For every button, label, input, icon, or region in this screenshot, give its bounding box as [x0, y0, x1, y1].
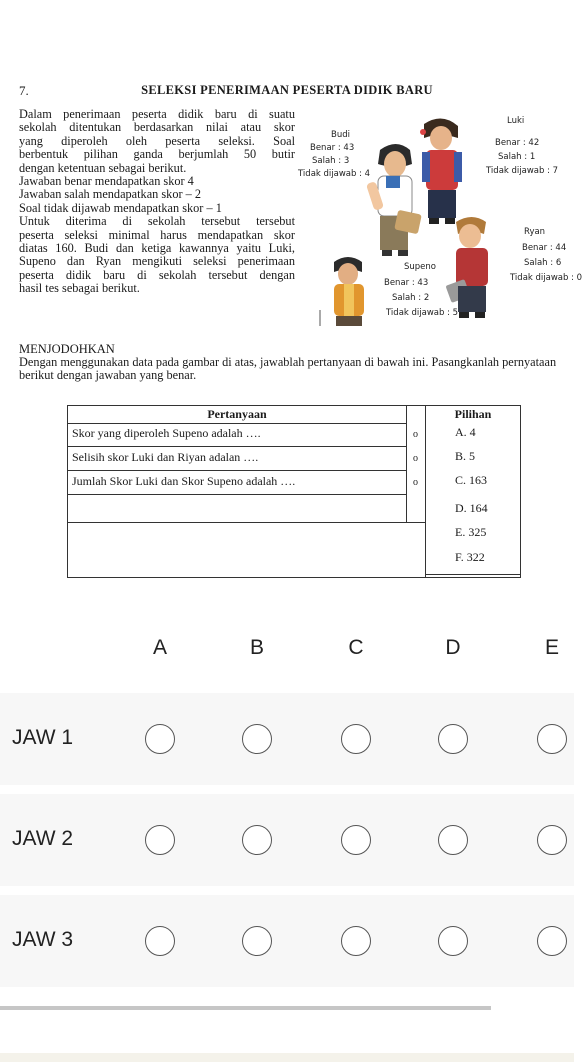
radio-jaw3-a[interactable] — [145, 926, 175, 956]
paragraph-line: Jawaban salah mendapatkan skor – 2 — [19, 187, 202, 202]
table-divider — [68, 494, 406, 495]
radio-jaw1-d[interactable] — [438, 724, 468, 754]
answer-row-2 — [0, 794, 574, 886]
question-title: SELEKSI PENERIMAAN PESERTA DIDIK BARU — [141, 83, 433, 97]
column-a: A — [152, 636, 167, 659]
paragraph-line: Supeno dan Ryan mengikuti seleksi penerimaan — [19, 254, 295, 269]
radio-jaw2-b[interactable] — [242, 825, 272, 855]
paragraph-line: peserta didik baru di sekolah tersebut dengan — [19, 267, 295, 282]
ryan-tidak: Tidak dijawab : 0 — [510, 273, 582, 283]
paragraph-line: Dalam penerimaan peserta didik baru di suatu — [19, 107, 295, 121]
budi-name: Budi — [331, 130, 350, 140]
budi-benar: Benar : 43 — [310, 143, 355, 153]
supeno-figure — [320, 257, 364, 326]
ryan-figure — [446, 217, 488, 318]
luki-benar: Benar : 42 — [495, 138, 540, 148]
radio-jaw3-c[interactable] — [341, 926, 371, 956]
column-b: B — [249, 636, 264, 659]
budi-salah: Salah : 3 — [312, 156, 350, 166]
radio-jaw2-a[interactable] — [145, 825, 175, 855]
ryan-name: Ryan — [524, 227, 546, 237]
table-divider — [68, 470, 406, 471]
option-c: C. 163 — [455, 473, 488, 487]
table-divider — [425, 406, 426, 578]
option-b: B. 5 — [455, 449, 476, 463]
table-divider — [425, 574, 521, 575]
column-e: E — [544, 636, 559, 659]
marker-3: o — [413, 477, 418, 488]
option-d: D. 164 — [455, 501, 488, 515]
column-d: D — [445, 636, 461, 659]
header-pertanyaan: Pertanyaan — [207, 407, 267, 421]
budi-tidak: Tidak dijawab : 4 — [298, 169, 371, 179]
question-2: Selisih skor Luki dan Riyan adalan …. — [72, 450, 259, 464]
question-number: 7. — [19, 83, 29, 98]
table-divider — [68, 446, 406, 447]
radio-jaw2-c[interactable] — [341, 825, 371, 855]
answer-row-1 — [0, 693, 574, 785]
question-paragraph — [19, 108, 295, 296]
option-e: E. 325 — [455, 525, 487, 539]
option-a: A. 4 — [455, 425, 476, 439]
radio-jaw2-d[interactable] — [438, 825, 468, 855]
paragraph-line: Soal tidak dijawab mendapatkan skor – 1 — [19, 200, 222, 215]
instruction-text: Dengan menggunakan data pada gambar di atas, jawablah pertanyaan di bawah ini. Pasangkanlah pernyataan berikut dengan jawaban yang benar. — [19, 355, 557, 383]
section-label: MENJODOHKAN — [19, 342, 115, 356]
question-3: Jumlah Skor Luki dan Skor Supeno adalah …. — [72, 474, 296, 488]
radio-jaw3-b[interactable] — [242, 926, 272, 956]
luki-figure — [420, 118, 462, 224]
radio-jaw3-d[interactable] — [438, 926, 468, 956]
paragraph-line: Untuk diterima di sekolah tersebut tersebut — [19, 214, 295, 229]
header-pilihan: Pilihan — [454, 407, 492, 421]
paragraph-line: berbentuk pilihan ganda berjumlah 50 butir — [19, 147, 295, 162]
horizontal-scrollbar[interactable] — [0, 1006, 491, 1010]
table-divider — [68, 423, 406, 424]
marker-2: o — [413, 453, 418, 464]
page-bottom-edge — [0, 1053, 574, 1062]
matching-table — [67, 405, 521, 578]
luki-tidak: Tidak dijawab : 7 — [486, 166, 559, 176]
paragraph-line: peserta seleksi minimal harus mendapatkan skor — [19, 227, 295, 242]
supeno-tidak: Tidak dijawab : 5 — [386, 308, 459, 318]
supeno-benar: Benar : 43 — [384, 278, 429, 288]
marker-1: o — [413, 429, 418, 440]
row-label: JAW 1 — [12, 726, 74, 749]
students-illustration — [298, 112, 582, 327]
column-c: C — [348, 636, 364, 659]
paragraph-line: diatas 160. Budi dan ketiga kawannya yaitu Luki, — [19, 241, 295, 256]
paragraph-line: yang diperoleh oleh peserta seleksi. Soal — [19, 133, 295, 148]
luki-name: Luki — [507, 116, 525, 126]
option-f: F. 322 — [455, 550, 485, 564]
supeno-name: Supeno — [404, 262, 436, 272]
table-divider — [68, 522, 425, 523]
row-label: JAW 2 — [12, 827, 74, 850]
question-1: Skor yang diperoleh Supeno adalah …. — [72, 426, 261, 440]
radio-jaw2-e[interactable] — [537, 825, 567, 855]
budi-figure — [366, 144, 422, 256]
answer-row-3 — [0, 895, 574, 987]
paragraph-line: hasil tes sebagai berikut. — [19, 281, 140, 296]
radio-jaw3-e[interactable] — [537, 926, 567, 956]
paragraph-line: sekolah ditentukan berdasarkan nilai atau skor — [19, 120, 295, 135]
paragraph-line: dengan ketentuan sebagai berikut. — [19, 160, 187, 175]
ryan-salah: Salah : 6 — [524, 258, 562, 268]
supeno-salah: Salah : 2 — [392, 293, 430, 303]
radio-jaw1-e[interactable] — [537, 724, 567, 754]
radio-jaw1-a[interactable] — [145, 724, 175, 754]
luki-salah: Salah : 1 — [498, 152, 536, 162]
ryan-benar: Benar : 44 — [522, 243, 567, 253]
paragraph-line: Jawaban benar mendapatkan skor 4 — [19, 174, 194, 189]
radio-jaw1-c[interactable] — [341, 724, 371, 754]
radio-jaw1-b[interactable] — [242, 724, 272, 754]
row-label: JAW 3 — [12, 928, 74, 951]
